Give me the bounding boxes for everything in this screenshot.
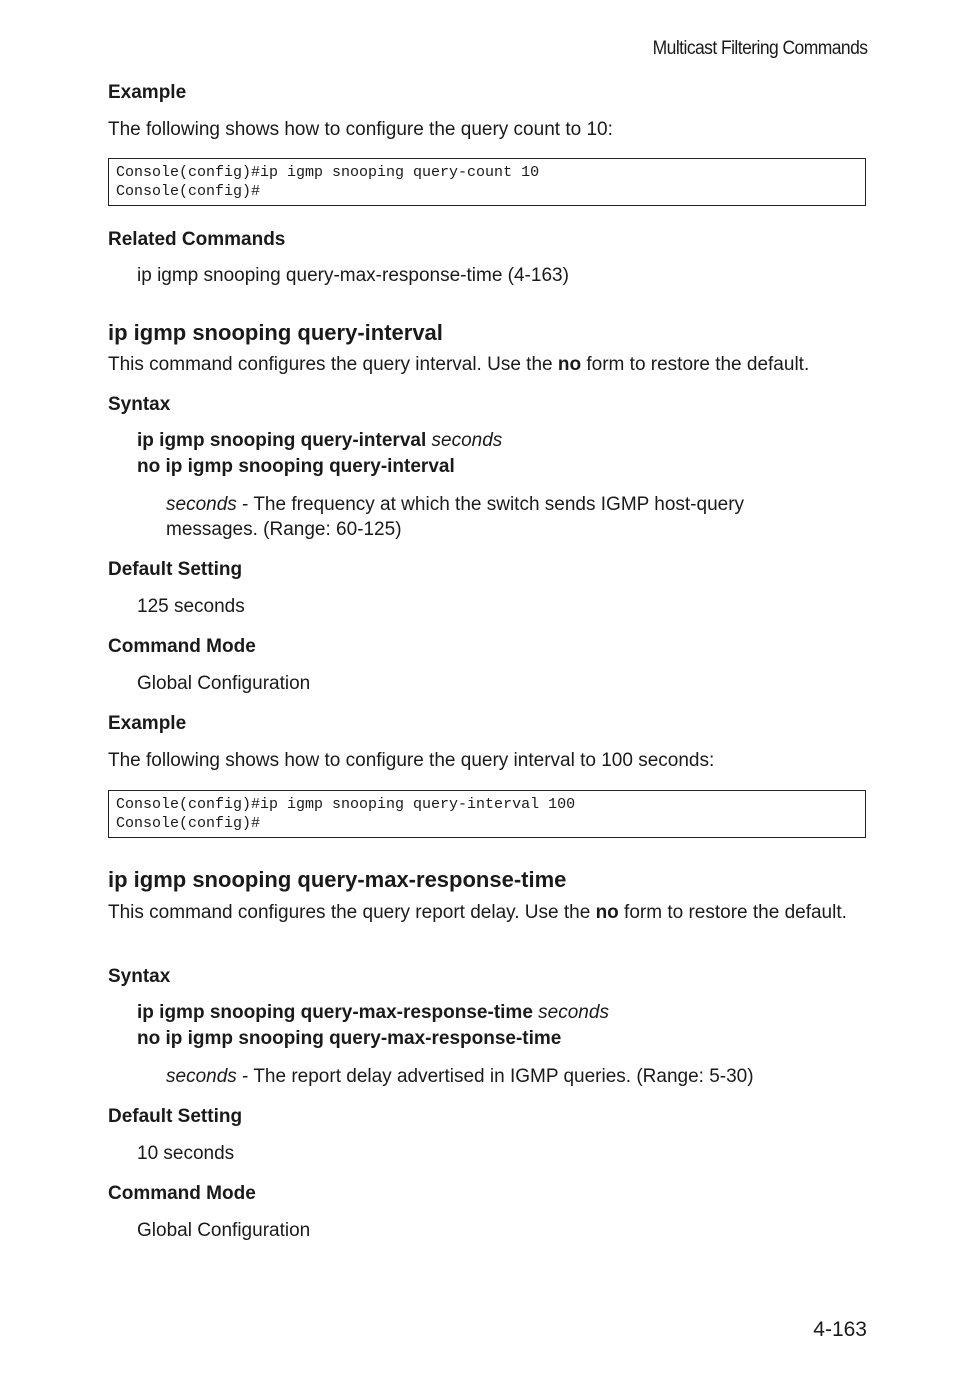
syntax-line — [137, 428, 502, 454]
command-mode-value: Global Configuration — [137, 673, 311, 694]
parameter-text: - The frequency at which the switch sends IGMP host-query messages. (Range: 60-125) — [166, 494, 745, 540]
syntax-no-form: no ip igmp snooping query-interval — [137, 456, 455, 477]
parameter-text: - The report delay advertised in IGMP queries. (Range: 5-30) — [236, 1066, 754, 1087]
syntax-block — [137, 1000, 609, 1052]
default-setting-value: 10 seconds — [137, 1143, 235, 1164]
no-keyword: no — [557, 354, 582, 375]
command-mode-heading: Command Mode — [108, 636, 256, 657]
example-heading: Example — [108, 82, 187, 103]
code-line: Console(config)#ip igmp snooping query-count 10 — [116, 164, 540, 181]
code-line: Console(config)#ip igmp snooping query-interval 100 — [116, 796, 576, 813]
example-heading: Example — [108, 713, 187, 734]
syntax-block — [137, 428, 502, 480]
code-line: Console(config)# — [116, 183, 261, 200]
code-line: Console(config)# — [116, 815, 261, 832]
description-text: This command configures the query report delay. Use the — [108, 902, 596, 923]
description-query-max-response-time — [108, 900, 868, 925]
command-mode-value: Global Configuration — [137, 1220, 311, 1241]
default-setting-heading: Default Setting — [108, 559, 243, 580]
example-text: The following shows how to configure the query count to 10: — [108, 119, 613, 140]
related-command-item: ip igmp snooping query-max-response-time (4-163) — [137, 265, 569, 286]
parameter-name: seconds — [166, 1066, 237, 1087]
syntax-parameter: seconds — [538, 1002, 609, 1023]
section-title-query-max-response-time: ip igmp snooping query-max-response-time — [108, 867, 567, 892]
example-text: The following shows how to configure the query interval to 100 seconds: — [108, 750, 715, 771]
description-text: form to restore the default. — [618, 902, 847, 923]
default-setting-value: 125 seconds — [137, 596, 245, 617]
syntax-parameter: seconds — [431, 430, 503, 451]
description-text: form to restore the default. — [581, 354, 810, 375]
syntax-no-form: no ip igmp snooping query-max-response-time — [137, 1028, 562, 1049]
section-title-query-interval: ip igmp snooping query-interval — [108, 320, 443, 345]
command-mode-heading: Command Mode — [108, 1183, 256, 1204]
page-number: 4-163 — [813, 1318, 867, 1341]
running-header: Multicast Filtering Commands — [652, 38, 867, 59]
description-text: This command configures the query interval. Use the — [108, 354, 558, 375]
related-commands-heading: Related Commands — [108, 229, 286, 250]
default-setting-heading: Default Setting — [108, 1106, 243, 1127]
syntax-line — [137, 1000, 609, 1026]
syntax-heading: Syntax — [108, 394, 171, 415]
code-example-query-count — [108, 158, 866, 206]
parameter-description — [166, 1064, 866, 1089]
syntax-command: ip igmp snooping query-interval — [137, 430, 427, 451]
syntax-command: ip igmp snooping query-max-response-time — [137, 1002, 533, 1023]
parameter-name: seconds — [166, 494, 237, 515]
no-keyword: no — [595, 902, 619, 923]
syntax-heading: Syntax — [108, 966, 171, 987]
parameter-description — [166, 492, 826, 542]
code-example-query-interval — [108, 790, 866, 838]
description-query-interval — [108, 354, 809, 376]
